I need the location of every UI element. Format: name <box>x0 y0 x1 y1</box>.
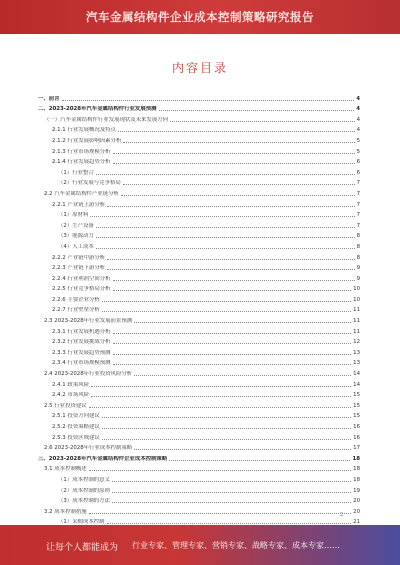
toc-dot-leader <box>96 174 355 175</box>
toc-entry[interactable] <box>38 314 360 325</box>
toc-entry-label: 2.4.1 政策风险 <box>52 381 89 388</box>
toc-dot-leader <box>112 492 351 493</box>
toc-entry-page: 21 <box>353 519 360 526</box>
toc-dot-leader <box>159 110 355 111</box>
toc-dot-leader <box>134 375 351 376</box>
toc-entry[interactable] <box>38 420 360 431</box>
footer-slogan: 让每个人都能成为 <box>46 543 119 553</box>
toc-entry-page: 14 <box>353 371 360 378</box>
toc-entry-page: 5 <box>356 137 360 144</box>
toc-entry-page: 20 <box>353 508 360 515</box>
toc-dot-leader <box>112 502 351 503</box>
toc-dot-leader <box>89 470 352 471</box>
toc-entry-page: 17 <box>353 445 360 452</box>
toc-dot-leader <box>96 227 355 228</box>
toc-entry[interactable] <box>38 166 360 177</box>
toc-entry-label: 2.5.1 投资方向建议 <box>52 413 100 420</box>
toc-entry-page: 6 <box>356 159 360 166</box>
toc-entry-page: 15 <box>353 413 360 420</box>
toc-entry[interactable] <box>38 209 360 220</box>
toc-entry-page: 8 <box>356 243 360 250</box>
toc-dot-leader <box>113 333 352 334</box>
toc-entry[interactable] <box>38 240 360 251</box>
toc-entry[interactable] <box>38 505 360 516</box>
toc-dot-leader <box>113 290 352 291</box>
toc-entry-label: （2）生产设备 <box>58 222 94 229</box>
toc-entry-page: 10 <box>353 286 360 293</box>
toc-entry-label: （3）能源动力 <box>58 233 94 240</box>
toc-entry[interactable] <box>38 495 360 506</box>
toc-entry[interactable] <box>38 336 360 347</box>
toc-dot-leader <box>91 396 351 397</box>
toc-dot-leader <box>102 301 351 302</box>
toc-entry[interactable] <box>38 442 360 453</box>
toc-entry[interactable] <box>38 410 360 421</box>
toc-dot-leader <box>96 248 355 249</box>
toc-entry-page: 18 <box>353 466 360 473</box>
toc-entry-label: 2.4 2023-2028年行业投资风险分析 <box>44 371 133 378</box>
toc-entry-label: （1）原材料 <box>58 212 89 219</box>
toc-entry[interactable] <box>38 156 360 167</box>
toc-entry[interactable] <box>38 378 360 389</box>
toc-entry-page: 6 <box>356 169 360 176</box>
toc-dot-leader <box>123 184 355 185</box>
toc-entry-label: （一）汽车金属结构件行业发展现状及未来发展方向 <box>44 116 168 123</box>
toc-entry-label: （2）行业发展与竞争格局 <box>58 180 121 187</box>
toc-dot-leader <box>113 343 352 344</box>
toc-entry[interactable] <box>38 473 360 484</box>
toc-entry-label: 2.3.3 行业发展趋势预测 <box>52 349 111 356</box>
toc-entry-page: 7 <box>356 212 360 219</box>
table-of-contents <box>38 92 360 537</box>
toc-dot-leader <box>102 439 351 440</box>
toc-entry-page: 7 <box>356 222 360 229</box>
toc-entry-label: 2.2.4 行业利润空间分析 <box>52 275 111 282</box>
toc-entry-page: 16 <box>353 424 360 430</box>
toc-entry[interactable] <box>38 272 360 283</box>
toc-entry-page: 7 <box>356 190 360 197</box>
toc-entry-label: 2.5.3 投资区域建议 <box>52 434 100 441</box>
toc-entry-label: 2.2.7 行业壁垒分析 <box>52 307 100 314</box>
toc-dot-leader <box>170 121 355 122</box>
toc-dot-leader <box>107 206 354 207</box>
toc-entry-label: 2.2.5 行业竞争格局分析 <box>52 286 111 293</box>
toc-entry-label: （3）成本控制的方法 <box>58 498 110 505</box>
toc-entry-page: 18 <box>352 455 360 462</box>
toc-entry-label: 2.1.3 行业市场规模分析 <box>52 148 111 155</box>
toc-dot-leader <box>107 269 354 270</box>
toc-entry-page: 15 <box>353 392 360 399</box>
toc-entry[interactable] <box>38 389 360 400</box>
toc-entry-page: 19 <box>353 487 360 494</box>
toc-entry[interactable] <box>38 251 360 262</box>
toc-entry-page: 7 <box>356 180 360 187</box>
toc-entry-page: 4 <box>356 95 360 102</box>
toc-entry-label: 2.1.4 行业发展趋势分析 <box>52 159 111 166</box>
toc-entry-page: 12 <box>353 339 360 346</box>
toc-dot-leader <box>113 354 352 355</box>
toc-entry-label: 一、前言 <box>38 95 60 102</box>
toc-entry[interactable] <box>38 177 360 188</box>
toc-entry[interactable] <box>38 431 360 442</box>
toc-entry[interactable] <box>38 293 360 304</box>
toc-entry-page: 14 <box>353 381 360 388</box>
toc-entry[interactable] <box>38 124 360 135</box>
toc-dot-leader <box>89 407 352 408</box>
toc-entry[interactable] <box>38 145 360 156</box>
toc-dot-leader <box>102 417 351 418</box>
toc-heading: 内容目录 <box>171 61 228 75</box>
toc-entry[interactable] <box>38 198 360 209</box>
toc-entry-label: 2.3.4 行业市场规模预测 <box>52 360 111 367</box>
toc-entry-page: 11 <box>353 328 360 335</box>
toc-entry-page: 8 <box>356 254 360 261</box>
toc-entry-label: 3.2 成本控制措施 <box>44 508 87 515</box>
toc-entry-page: 5 <box>356 148 360 155</box>
toc-entry[interactable] <box>38 463 360 474</box>
toc-entry[interactable] <box>38 92 360 103</box>
toc-entry-label: 2.2.2 产业链中游分析 <box>52 254 106 261</box>
toc-dot-leader <box>134 449 351 450</box>
toc-entry-label: 3.1 成本控制概述 <box>44 466 87 473</box>
toc-entry-page: 8 <box>356 233 360 240</box>
toc-entry[interactable] <box>38 262 360 273</box>
toc-entry-page: 10 <box>353 296 360 303</box>
toc-entry-page: 16 <box>353 434 360 441</box>
page-number: 2 <box>340 512 344 518</box>
toc-entry-page: 11 <box>353 307 360 314</box>
toc-entry[interactable] <box>38 219 360 230</box>
toc-entry-label: 2.2 汽车金属结构件产业链分析 <box>44 190 119 197</box>
toc-entry[interactable] <box>38 325 360 336</box>
toc-dot-leader <box>112 481 351 482</box>
toc-entry-label: 2.1.1 行业发展概况及特点 <box>52 127 116 134</box>
toc-entry[interactable] <box>38 484 360 495</box>
toc-entry-page: 11 <box>353 318 360 325</box>
toc-entry-label: 2.2.3 产业链下游分析 <box>52 265 106 272</box>
document-title: 汽车金属结构件企业成本控制策略研究报告 <box>86 10 314 24</box>
toc-entry-page: 4 <box>356 106 360 113</box>
footer-banner <box>0 525 400 565</box>
toc-dot-leader <box>123 142 354 143</box>
toc-entry[interactable] <box>38 113 360 124</box>
toc-entry-page: 7 <box>356 201 360 208</box>
toc-dot-leader <box>113 163 355 164</box>
toc-dot-leader <box>113 153 355 154</box>
toc-entry-page: 18 <box>353 476 360 483</box>
toc-entry[interactable] <box>38 304 360 315</box>
toc-entry[interactable] <box>38 134 360 145</box>
toc-entry-label: 三、2023-2028年汽车金属结构件企业成本控制策略 <box>38 455 168 462</box>
toc-dot-leader <box>121 195 355 196</box>
footer-tagline: 行业专家、管理专家、营销专家、战略专家、成本专家…… <box>132 541 340 550</box>
toc-dot-leader <box>134 322 351 323</box>
toc-entry-label: 二、2023-2028年汽车金属结构件行业发展预测 <box>38 106 157 113</box>
toc-entry[interactable] <box>38 399 360 410</box>
toc-entry-page: 13 <box>353 349 360 356</box>
toc-entry-page: 13 <box>353 360 360 367</box>
toc-dot-leader <box>102 311 351 312</box>
toc-entry-page: 4 <box>356 127 360 134</box>
toc-dot-leader <box>113 364 352 365</box>
toc-entry-label: （1）行业整合 <box>58 169 94 176</box>
toc-entry-page: 20 <box>353 498 360 505</box>
toc-entry-label: 2.1.2 行业发展影响因素分析 <box>52 137 122 144</box>
toc-dot-leader <box>113 280 355 281</box>
toc-entry-label: 2.5 行业投资建议 <box>44 402 87 409</box>
toc-entry-page: 9 <box>356 275 360 282</box>
toc-entry[interactable] <box>38 103 360 114</box>
toc-dot-leader <box>96 237 355 238</box>
toc-entry[interactable] <box>38 187 360 198</box>
toc-entry[interactable] <box>38 283 360 294</box>
toc-dot-leader <box>90 216 354 217</box>
toc-entry-label: （2）成本控制的原则 <box>58 487 110 494</box>
toc-dot-leader <box>89 513 352 514</box>
toc-entry-label: （4）人工成本 <box>58 243 94 250</box>
toc-dot-leader <box>107 259 354 260</box>
toc-dot-leader <box>169 460 350 461</box>
toc-entry-label: 2.3.2 行业发展挑战分析 <box>52 339 111 346</box>
toc-entry-label: 2.5.2 投资策略建议 <box>52 424 100 430</box>
toc-entry[interactable] <box>38 357 360 368</box>
toc-entry-label: 2.3 2023-2028年行业发展前景预测 <box>44 318 133 325</box>
toc-entry-label: 2.6 2023-2028年行业成本控制策略 <box>44 445 133 452</box>
toc-entry[interactable] <box>38 230 360 241</box>
toc-entry-label: （1）采购成本控制 <box>58 519 105 526</box>
toc-dot-leader <box>118 131 355 132</box>
toc-entry[interactable] <box>38 452 360 463</box>
toc-entry[interactable] <box>38 346 360 357</box>
toc-entry-label: 2.2.6 主要企业分析 <box>52 296 100 303</box>
toc-dot-leader <box>91 386 351 387</box>
header-banner <box>0 0 400 34</box>
toc-entry-label: 2.4.2 市场风险 <box>52 392 89 399</box>
toc-entry-label: （1）成本控制的意义 <box>58 476 110 483</box>
toc-dot-leader <box>102 428 351 429</box>
toc-entry-page: 15 <box>353 402 360 409</box>
toc-entry[interactable] <box>38 367 360 378</box>
toc-entry-page: 9 <box>356 265 360 272</box>
toc-entry-label: 2.2.1 产业链上游分析 <box>52 201 106 208</box>
toc-dot-leader <box>62 100 355 101</box>
toc-entry-page: 4 <box>356 116 360 123</box>
toc-entry-label: 2.3.1 行业发展机遇分析 <box>52 328 111 335</box>
